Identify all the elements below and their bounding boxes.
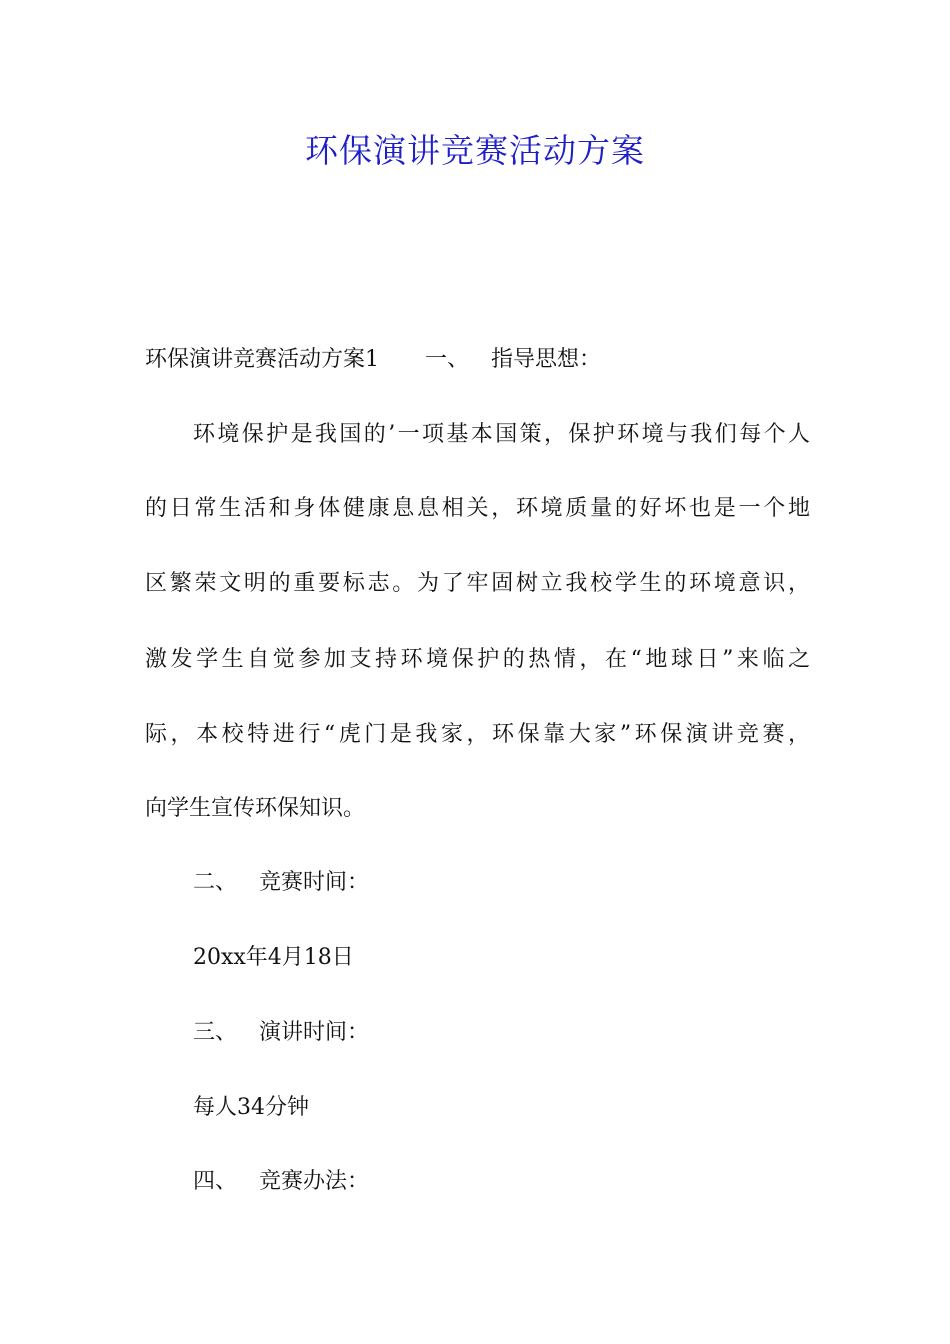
section-3-heading <box>193 1018 810 1048</box>
section-4-title: 竞赛办法： <box>259 1169 370 1194</box>
intro-line <box>145 345 810 375</box>
section-4-number: 四、 <box>193 1169 238 1194</box>
section-2-content: 20xx年4月18日 <box>193 945 354 970</box>
paragraph-line: 际，本校特进行“虎门是我家，环保靠大家”环保演讲竞赛， <box>145 722 810 747</box>
paragraph-line: 向学生宣传环保知识。 <box>145 796 366 821</box>
paragraph-line: 环境保护是我国的’一项基本国策，保护环境与我们每个人 <box>193 422 810 447</box>
section-3-content: 每人34分钟 <box>193 1095 309 1120</box>
plan-heading: 环保演讲竞赛活动方案1 <box>145 347 379 372</box>
section-3-title: 演讲时间： <box>259 1020 370 1045</box>
paragraph-line: 激发学生自觉参加支持环境保护的热情，在“地球日”来临之 <box>145 647 810 672</box>
section-2-title: 竞赛时间： <box>259 870 370 895</box>
section-2-number: 二、 <box>193 870 238 895</box>
document-title: 环保演讲竞赛活动方案 <box>305 131 645 170</box>
section-2-heading <box>193 868 810 898</box>
paragraph-line: 的日常生活和身体健康息息相关，环境质量的好坏也是一个地 <box>145 496 810 521</box>
section-1-title: 指导思想： <box>491 347 602 372</box>
section-4-heading <box>193 1167 810 1197</box>
section-3-number: 三、 <box>193 1020 238 1045</box>
paragraph-line: 区繁荣文明的重要标志。为了牢固树立我校学生的环境意识， <box>145 571 810 596</box>
section-1-number: 一、 <box>425 347 470 372</box>
